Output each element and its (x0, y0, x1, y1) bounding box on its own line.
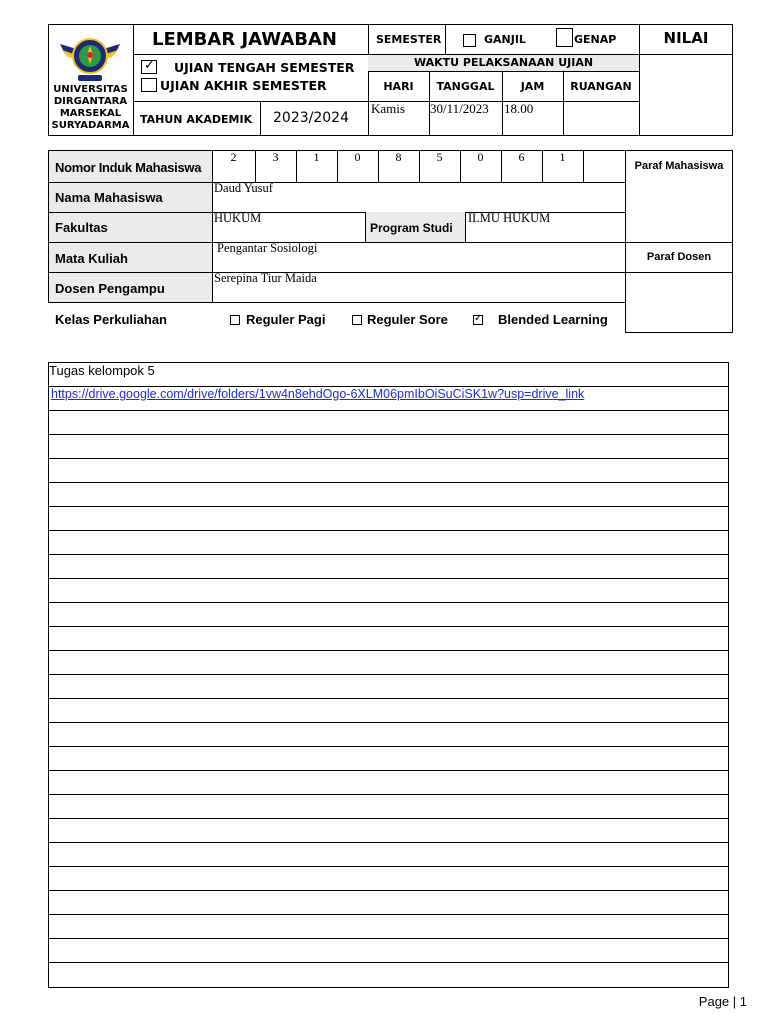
divider (260, 101, 261, 136)
ruled-line (48, 794, 729, 795)
answer-line-1: Tugas kelompok 5 (49, 363, 155, 378)
genap-checkbox[interactable] (556, 28, 573, 47)
ruled-line (48, 602, 729, 603)
university-line: UNIVERSITAS (53, 84, 128, 95)
paraf-dosen-box[interactable] (626, 273, 732, 332)
divider (133, 101, 368, 102)
ruled-line (48, 578, 729, 579)
ruled-line (48, 626, 729, 627)
genap-label: GENAP (574, 33, 617, 46)
matkul-value[interactable]: Pengantar Sosiologi (217, 241, 318, 255)
ruled-line (48, 482, 729, 483)
jam-value[interactable]: 18.00 (504, 101, 534, 116)
paraf-dosen-label: Paraf Dosen (646, 251, 712, 263)
answer-area[interactable] (48, 362, 729, 988)
paraf-mahasiswa-label: Paraf Mahasiswa (634, 160, 724, 172)
nama-value[interactable]: Daud Yusuf (214, 181, 273, 195)
reguler-pagi-checkbox[interactable] (230, 315, 240, 325)
blended-checkbox[interactable] (473, 315, 483, 325)
ruled-line (48, 506, 729, 507)
ruled-line (48, 386, 729, 387)
nim-digit[interactable]: 1 (559, 150, 566, 164)
ruled-line (48, 410, 729, 411)
tahun-label: TAHUN AKADEMIK (140, 113, 253, 126)
divider (212, 150, 213, 302)
ruled-line (48, 914, 729, 915)
tanggal-label: TANGGAL (436, 80, 495, 93)
nim-digit[interactable]: 5 (436, 150, 443, 164)
reguler-sore-checkbox[interactable] (352, 315, 362, 325)
ruled-line (48, 458, 729, 459)
nim-digit[interactable]: 2 (230, 150, 237, 164)
divider (445, 24, 446, 54)
nim-digit[interactable]: 0 (354, 150, 361, 164)
divider (48, 242, 733, 243)
ruled-line (48, 770, 729, 771)
waktu-label: WAKTU PELAKSANAAN UJIAN (413, 56, 594, 69)
fakultas-value[interactable]: HUKUM (214, 211, 262, 225)
ganjil-label: GANJIL (484, 33, 526, 46)
ruled-line (48, 866, 729, 867)
hari-value[interactable]: Kamis (371, 101, 405, 116)
ruled-line (48, 890, 729, 891)
nilai-label: NILAI (663, 29, 709, 47)
checkmark-icon: ✓ (144, 57, 155, 72)
nim-label: Nomor Induk Mahasiswa (55, 160, 202, 175)
fakultas-label: Fakultas (55, 220, 108, 235)
tanggal-value[interactable]: 30/11/2023 (430, 101, 489, 116)
ruled-line (48, 746, 729, 747)
exam-uts-label: UJIAN TENGAH SEMESTER (174, 60, 355, 75)
ruled-line (48, 674, 729, 675)
dosen-label: Dosen Pengampu (55, 281, 165, 296)
nim-digit[interactable]: 6 (518, 150, 525, 164)
ruled-line (48, 554, 729, 555)
page-number: Page | 1 (698, 994, 747, 1009)
prodi-label: Program Studi (370, 221, 453, 235)
page-title: LEMBAR JAWABAN (152, 29, 337, 50)
checkmark-icon: ✓ (474, 313, 483, 324)
divider (133, 54, 368, 55)
drive-link[interactable]: https://drive.google.com/drive/folders/1vw4n8ehdOgo-6XLM06pmIbOiSuCiSK1w?usp=drive_link (51, 387, 585, 401)
nim-digit[interactable]: 0 (477, 150, 484, 164)
ganjil-checkbox[interactable] (463, 34, 476, 47)
ruled-line (48, 434, 729, 435)
university-line: SURYADARMA (51, 120, 130, 131)
matkul-label: Mata Kuliah (55, 251, 128, 266)
divider (133, 24, 134, 136)
nama-label: Nama Mahasiswa (55, 190, 163, 205)
ruled-line (48, 842, 729, 843)
jam-label: JAM (520, 80, 545, 93)
divider (48, 182, 625, 183)
dosen-value[interactable]: Serepina Tiur Maida (214, 271, 317, 285)
university-line: DIRGANTARA (53, 96, 128, 107)
semester-label: SEMESTER (376, 33, 442, 46)
nim-digit[interactable]: 8 (395, 150, 402, 164)
prodi-value[interactable]: ILMU HUKUM (468, 211, 551, 225)
uas-checkbox[interactable] (141, 78, 157, 92)
ruled-line (48, 530, 729, 531)
hari-label: HARI (383, 80, 414, 93)
university-line: MARSEKAL (59, 108, 122, 119)
ruangan-label: RUANGAN (570, 80, 632, 93)
nim-digit[interactable]: 1 (313, 150, 320, 164)
university-logo (58, 28, 122, 84)
nim-digit[interactable]: 3 (272, 150, 279, 164)
tahun-value: 2023/2024 (273, 110, 349, 126)
ruled-line (48, 938, 729, 939)
ruled-line (48, 818, 729, 819)
reguler-sore-label: Reguler Sore (367, 312, 448, 327)
reguler-pagi-label: Reguler Pagi (246, 312, 326, 327)
ruled-line (48, 698, 729, 699)
divider (583, 150, 584, 182)
university-name (48, 84, 133, 132)
paraf-mahasiswa-box[interactable] (626, 183, 732, 242)
divider (368, 71, 639, 72)
ruled-line (48, 962, 729, 963)
exam-uas-label: UJIAN AKHIR SEMESTER (160, 78, 327, 93)
blended-label: Blended Learning (498, 312, 608, 327)
uts-checkbox[interactable] (141, 57, 157, 74)
ruled-line (48, 650, 729, 651)
kelas-label: Kelas Perkuliahan (55, 312, 167, 327)
ruled-line (48, 722, 729, 723)
nilai-box[interactable] (639, 54, 733, 136)
